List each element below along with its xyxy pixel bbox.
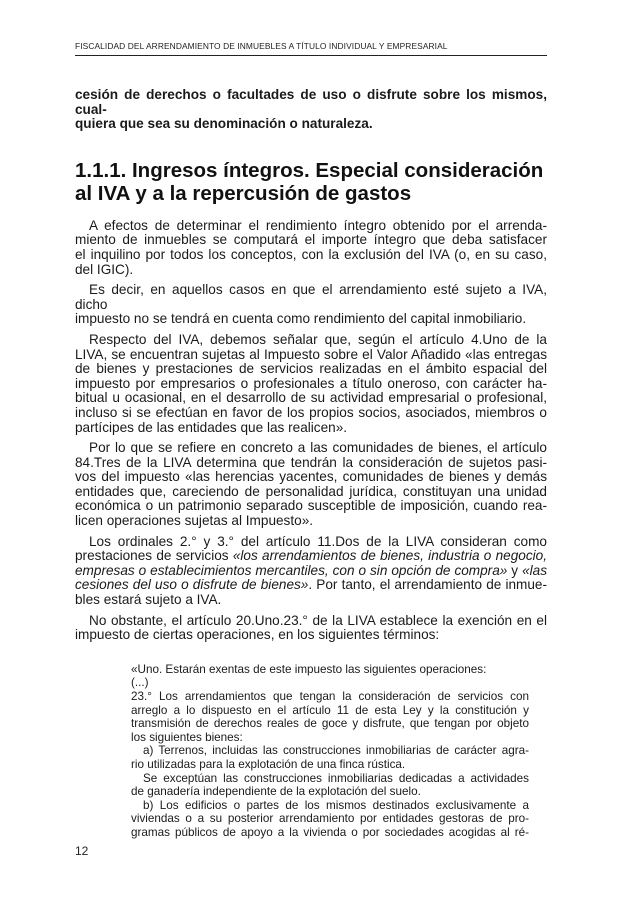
quote-item-a xyxy=(131,744,529,771)
text-line: incluso si se efectúan en favor de los propios socios, asociados, miembros o xyxy=(75,404,547,420)
text-line: los siguientes bienes: xyxy=(131,730,243,744)
text-line: miento de inmuebles se computará el importe íntegro que deba satisfacer xyxy=(75,232,547,248)
text-line: económica o un patrimonio separado susceptible de imposición, cuando rea- xyxy=(75,498,547,514)
section-title-line: al IVA y a la repercusión de gastos xyxy=(75,181,412,205)
header-rule xyxy=(75,55,547,56)
italic-quote: «los arrendamientos de bienes, industria o negocio, xyxy=(232,548,548,564)
text-line: arreglo a lo dispuesto en el artículo 11 de esta Ley y la constitución y xyxy=(131,703,529,717)
text-line xyxy=(75,549,547,564)
text-line xyxy=(75,564,547,579)
quote-intro xyxy=(131,663,529,677)
text-line: Se exceptúan las construcciones inmobiliarias dedicadas a actividades xyxy=(143,771,529,785)
italic-quote: «las xyxy=(522,562,547,578)
page-number: 12 xyxy=(75,844,89,858)
quote-item-b xyxy=(131,799,529,840)
text-line: de ganadería independiente de la explotación del suelo. xyxy=(131,785,421,799)
text-line: partícipes de las entidades que las realicen». xyxy=(75,419,348,435)
text-line: a) Terrenos, incluidas las construcciones inmobiliarias de carácter agra- xyxy=(143,744,529,758)
text-line: viviendas o a su posterior arrendamiento por entidades gestoras de pro- xyxy=(131,812,529,826)
text-line: bitual u ocasional, en el desarrollo de su actividad empresarial o profesional, xyxy=(75,390,547,406)
text-line: impuesto no se tendrá en cuenta como rendimiento del capital inmobiliario. xyxy=(75,311,527,327)
paragraph-es-decir xyxy=(75,283,547,327)
text-line: rio utilizadas para la explotación de una finca rústica. xyxy=(131,757,406,771)
legal-quote xyxy=(131,663,529,840)
lead-paragraph xyxy=(75,88,547,132)
text-line: b) Los edificios o partes de los mismos destinados exclusivamente a xyxy=(143,798,529,812)
page-body xyxy=(75,88,547,840)
text-line: Es decir, en aquellos casos en que el arrendamiento esté sujeto a IVA, dicho xyxy=(75,282,547,312)
text-line: A efectos de determinar el rendimiento íntegro obtenido por el arrenda- xyxy=(89,217,547,233)
paragraph-exencion xyxy=(75,614,547,643)
text-run: . Por tanto, el arrendamiento de inmue- xyxy=(308,577,548,593)
text-line: «Uno. Estarán exentas de este impuesto las siguientes operaciones: xyxy=(131,662,487,676)
text-line: Los ordinales 2.° y 3.° del artículo 11.Dos de la LIVA consideran como xyxy=(89,533,547,549)
text-line: 23.° Los arrendamientos que tengan la consideración de servicios con xyxy=(131,690,529,703)
text-line: cesión de derechos o facultades de uso o disfrute sobre los mismos, cual- xyxy=(75,87,547,117)
running-head: FISCALIDAD DEL ARRENDAMIENTO DE INMUEBLES A TÍTULO INDIVIDUAL Y EMPRESARIAL xyxy=(75,41,448,51)
text-run: y xyxy=(507,562,523,578)
text-line: entidades que, careciendo de personalidad jurídica, constituyan una unidad xyxy=(75,483,547,499)
text-run: prestaciones de servicios xyxy=(75,548,233,564)
section-title-line: 1.1.1. Ingresos íntegros. Especial consideración xyxy=(75,158,544,182)
text-line: impuesto por empresarios o profesionales a título oneroso, con carácter ha- xyxy=(75,375,547,391)
italic-quote: empresas o establecimientos mercantiles, con o sin opción de compra» xyxy=(75,562,508,578)
text-line: del IGIC). xyxy=(75,261,134,277)
text-line: vos del impuesto «las herencias yacentes, comunidades de bienes y demás xyxy=(75,469,547,485)
text-line: Por lo que se refiere en concreto a las comunidades de bienes, el artículo xyxy=(89,440,547,456)
italic-quote: cesiones del uso o disfrute de bienes» xyxy=(75,577,309,593)
text-line xyxy=(75,578,547,593)
quote-excepcion xyxy=(131,772,529,799)
paragraph-ordinales xyxy=(75,535,547,608)
paragraph-respecto-iva xyxy=(75,333,547,435)
text-line: (...) xyxy=(131,676,149,690)
text-line: LIVA, se encuentran sujetas al Impuesto sobre el Valor Añadido «las entregas xyxy=(75,346,547,362)
text-line: Respecto del IVA, debemos señalar que, según el artículo 4.Uno de la xyxy=(89,331,547,347)
text-line: transmisión de derechos reales de goce y disfrute, que tengan por objeto xyxy=(131,717,529,731)
text-line: gramas públicos de apoyo a la vivienda o por sociedades acogidas al ré- xyxy=(131,825,529,839)
text-line: No obstante, el artículo 20.Uno.23.° de la LIVA establece la exención en el xyxy=(89,612,547,628)
paragraph-comunidades xyxy=(75,441,547,529)
text-line: 84.Tres de la LIVA determina que tendrán la consideración de sujetos pasi- xyxy=(75,454,547,470)
quote-item-23 xyxy=(131,690,529,744)
section-title xyxy=(75,159,547,205)
quote-ellipsis xyxy=(131,676,529,690)
text-line: bles estará sujeto a IVA. xyxy=(75,592,222,608)
paragraph-rendimiento xyxy=(75,219,547,277)
text-line: impuesto de ciertas operaciones, en los siguientes términos: xyxy=(75,627,440,643)
text-line: licen operaciones sujetas al Impuesto». xyxy=(75,513,314,529)
text-line: quiera que sea su denominación o naturaleza. xyxy=(75,116,373,132)
text-line: de bienes y prestaciones de servicios realizadas en el ámbito espacial del xyxy=(75,361,547,377)
text-line: el inquilino por todos los conceptos, con la exclusión del IVA (o, en su caso, xyxy=(75,246,547,262)
